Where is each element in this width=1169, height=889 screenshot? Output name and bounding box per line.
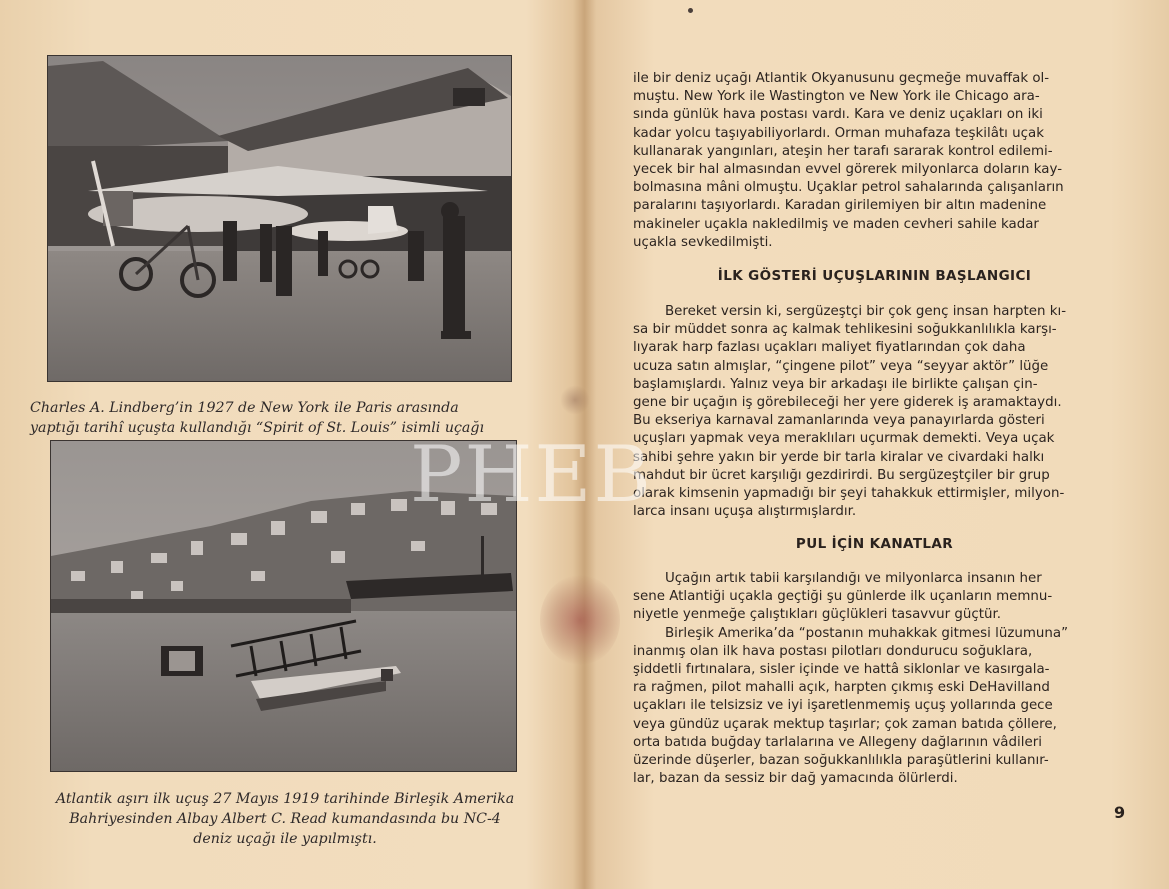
seaplane-photo — [50, 440, 517, 772]
stain-mark — [560, 385, 590, 415]
text-line: sında günlük hava postası vardı. Kara ve deniz uçakları on iki — [633, 107, 1043, 123]
text-line: muştu. New York ile Wastington ve New York ile Chicago ara- — [633, 89, 1040, 105]
text-line: ucuza satın almışlar, “çingene pilot” veya “seyyar aktör” lüğe — [633, 358, 1049, 374]
text-line: Birleşik Amerika’da “postanın muhakkak gitmesi lüzumuna” — [665, 625, 1069, 641]
caption-line: Charles A. Lindberg’in 1927 de New York ile Paris arasında — [30, 400, 459, 416]
text-line: mahdut bir ücret karşılığı gezdirirdi. Bu sergüzeştçiler bir grup — [633, 467, 1050, 483]
text-line: üzerinde düşerler, bazan soğukkanlılıkla paraşütlerini kullanır- — [633, 753, 1049, 769]
text-line: sahibi şehre yakın bir yerde bir tarla kiralar ve civardaki halkı — [633, 449, 1045, 465]
paragraph-continued — [633, 70, 1138, 252]
photo2-caption — [30, 789, 540, 849]
text-line: makineler uçakla nakledilmiş ve maden cevheri sahile kadar — [633, 216, 1039, 232]
text-line: sa bir müddet sonra aç kalmak tehlikesini soğukkanlılıkla karşı- — [633, 322, 1057, 338]
text-line: lar, bazan da sessiz bir dağ yamacında ölürlerdi. — [633, 771, 958, 787]
text-line: sene Atlantiği uçakla geçtiği şu günlerde ilk uçanların memnu- — [633, 589, 1053, 605]
text-line: yecek bir hal almasından evvel görerek milyonlarca doların kay- — [633, 162, 1063, 178]
print-dot — [688, 8, 693, 13]
caption-line: yaptığı tarihî uçuşta kullandığı “Spirit of St. Louis” isimli uçağı — [30, 420, 485, 436]
spirit-of-st-louis-icon — [48, 56, 511, 381]
text-line: ra rağmen, pilot mahalli açık, harpten çıkmış eski DeHavilland — [633, 680, 1050, 696]
page-number: 9 — [1114, 803, 1126, 822]
caption-line: Atlantik aşırı ilk uçuş 27 Mayıs 1919 tarihinde Birleşik Amerika — [55, 791, 515, 807]
text-line: Bu ekseriya karnaval zamanlarında veya panayırlarda gösteri — [633, 413, 1045, 429]
text-line: Uçağın artık tabii karşılandığı ve milyonlarca insanın her — [665, 571, 1042, 586]
text-line: niyetle yenmeğe çalıştıkları güçlükleri tasavvur güçtür. — [633, 607, 1001, 623]
text-line: uçakları ile telsizsiz ve iyi işaretlenmemiş uçuş yollarında gece — [633, 698, 1053, 714]
paragraph-exhibition-flights — [633, 303, 1138, 521]
text-line: paralarını taşıyorlardı. Karadan girilemiyen bir altın madenine — [633, 198, 1047, 214]
text-line: veya gündüz uçarak mektup taşırlar; çok zaman batıda çöllere, — [633, 716, 1057, 732]
watermark: PHEB — [410, 430, 653, 520]
photo1-caption — [30, 398, 540, 438]
text-line: inanmış olan ilk hava postası pilotları dondurucu soğuklara, — [633, 643, 1033, 659]
section-heading: PUL İÇİN KANATLAR — [795, 536, 954, 552]
section-heading: İLK GÖSTERİ UÇUŞLARININ BAŞLANGICI — [717, 268, 1032, 284]
text-line: bolmasına mâni olmuştu. Uçaklar petrol sahalarında çalışanların — [633, 180, 1064, 196]
text-line: uçakla sevkedilmişti. — [633, 234, 773, 250]
text-line: larca insanı uçuşa alıştırmışlardır. — [633, 504, 857, 520]
text-line: lıyarak harp fazlası uçakları maliyet fiyatlarından çok daha — [633, 340, 1026, 356]
text-line: orta batıda buğday tarlalarına ve Allegeny dağlarının vâdileri — [633, 734, 1042, 750]
text-line: gene bir uçağın iş görebileceği her yere giderek iş aramaktaydı. — [633, 395, 1062, 411]
paragraph-airmail — [633, 570, 1138, 788]
text-line: kadar yolcu taşıyabiliyorlardı. Orman muhafaza teşkilâtı uçak — [633, 125, 1044, 141]
caption-line: Bahriyesinden Albay Albert C. Read kumandasında bu NC-4 — [69, 811, 501, 827]
left-page — [0, 0, 575, 889]
text-line: kullanarak yangınları, ateşin her tarafı sararak kontrol edilemi- — [633, 143, 1053, 159]
airplane-photo — [47, 55, 512, 382]
caption-line: deniz uçağı ile yapılmıştı. — [193, 831, 377, 847]
text-line: ile bir deniz uçağı Atlantik Okyanusunu geçmeğe muvaffak ol- — [633, 71, 1050, 86]
text-line: uçuşları yapmak veya meraklıları uçurmak demekti. Veya uçak — [633, 431, 1055, 447]
text-line: Bereket versin ki, sergüzeştçi bir çok genç insan harpten kı- — [665, 304, 1067, 319]
text-line: şiddetli fırtınalara, sisler içinde ve hattâ siklonlar ve kasırgala- — [633, 662, 1050, 678]
text-line: başlamışlardı. Yalnız veya bir arkadaşı ile birlikte çalışan çin- — [633, 376, 1038, 392]
nc4-seaplane-icon — [51, 441, 516, 771]
stain-mark — [540, 575, 620, 665]
text-line: olarak kimsenin yapmadığı bir şeyi tahakkuk ettirmişler, milyon- — [633, 486, 1065, 502]
